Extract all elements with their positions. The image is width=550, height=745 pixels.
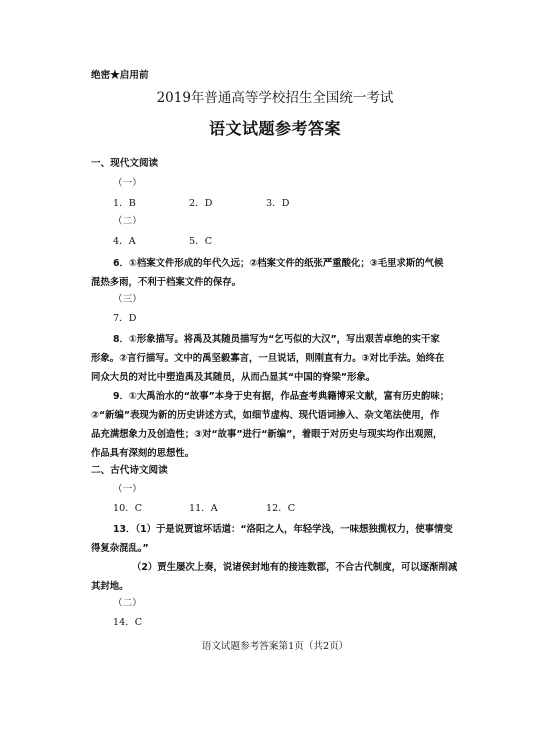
page-footer: 语文试题参考答案第1页（共2页） bbox=[201, 641, 349, 652]
answer-q2: 2．D bbox=[189, 198, 213, 209]
answer-q1: 1．B bbox=[113, 198, 136, 209]
answer-q9-line: 9．①大禹治水的“故事”本身于史有据，作品查考典籍博采文献，富有历史韵味； bbox=[113, 391, 450, 402]
answer-q9-line: ②“新编”表现为新的历史讲述方式，如细节虚构、现代语词掺入、杂文笔法使用，作 bbox=[91, 410, 440, 421]
subsection-label: （二） bbox=[113, 598, 142, 609]
answer-q9-line: 作品具有深刻的思想性。 bbox=[91, 448, 195, 459]
answer-q14: 14．C bbox=[113, 617, 143, 628]
exam-title: 2019年普通高等学校招生全国统一考试 bbox=[156, 90, 394, 106]
answer-q12: 12．C bbox=[266, 503, 296, 514]
answer-q8-line: 同众大员的对比中塑造禹及其随员，从而凸显其“中国的脊梁”形象。 bbox=[91, 372, 376, 383]
answer-q13-1-line: 13．（1）于是说贾谊坏话道：“洛阳之人，年轻学浅，一味想独揽权力，使事情变 bbox=[113, 524, 453, 535]
answer-q3: 3．D bbox=[266, 198, 290, 209]
answer-q13-2-line: 其封地。 bbox=[91, 581, 129, 592]
answer-q9-line: 品充满想象力及创造性；③对“故事”进行“新编”，着眼于对历史与现实均作出观照， bbox=[91, 429, 443, 440]
answer-q6-line: 6．①档案文件形成的年代久远；②档案文件的纸张严重酸化；③毛里求斯的气候 bbox=[113, 258, 444, 269]
answer-q10: 10．C bbox=[113, 503, 143, 514]
answer-q8-line: 形象。②言行描写。文中的禹坚毅寡言，一旦说话，则刚直有力。③对比手法。始终在 bbox=[91, 353, 445, 364]
answer-q7: 7．D bbox=[113, 313, 137, 324]
subsection-label: （一） bbox=[113, 484, 142, 495]
doc-title: 语文试题参考答案 bbox=[208, 119, 341, 138]
answer-q13-2-line: （2）贾生屡次上奏，说诸侯封地有的接连数郡，不合古代制度，可以逐渐削减 bbox=[132, 562, 458, 573]
subsection-label: （一） bbox=[113, 178, 142, 189]
answer-q6-line: 混热多雨，不利于档案文件的保存。 bbox=[91, 277, 242, 288]
answer-q4: 4．A bbox=[113, 236, 136, 247]
secret-mark: 绝密★启用前 bbox=[91, 70, 149, 81]
answer-q5: 5．C bbox=[189, 236, 213, 247]
answer-q11: 11．A bbox=[189, 503, 218, 514]
subsection-label: （二） bbox=[113, 216, 142, 227]
subsection-label: （三） bbox=[113, 294, 142, 305]
section-heading-modern-reading: 一、现代文阅读 bbox=[91, 158, 159, 169]
answer-q8-line: 8．①形象描写。将禹及其随员描写为“乞丐似的大汉”，写出艰苦卓绝的实干家 bbox=[113, 334, 440, 345]
answer-q13-1-line: 得复杂混乱。” bbox=[91, 543, 149, 554]
section-heading-classical-reading: 二、古代诗文阅读 bbox=[91, 465, 168, 476]
